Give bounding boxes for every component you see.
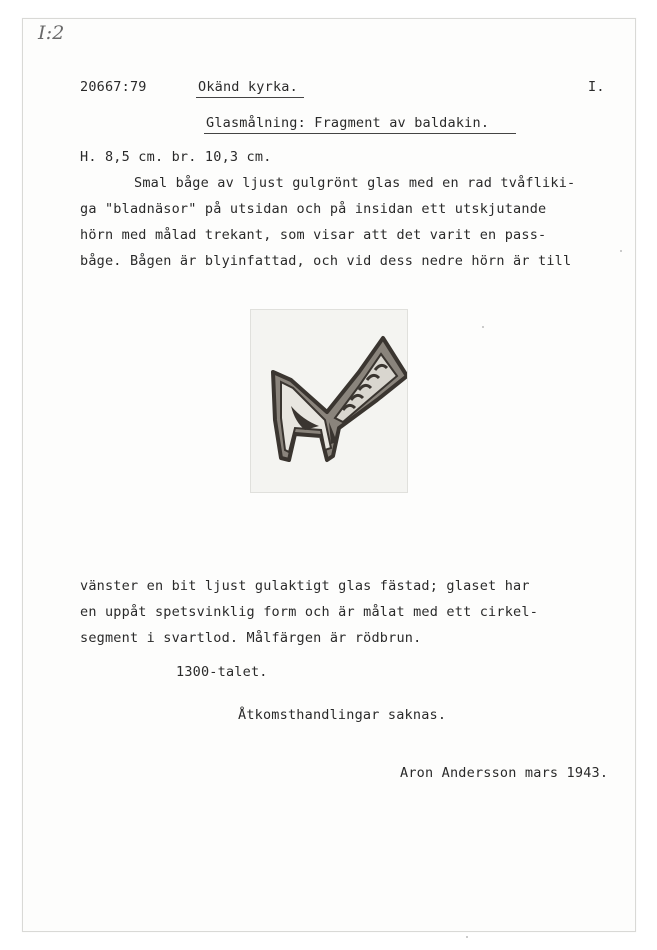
- paper-speck: [466, 936, 468, 938]
- object-title: Glasmålning: Fragment av baldakin.: [206, 115, 490, 131]
- church-underline: [196, 97, 304, 98]
- dimensions: H. 8,5 cm. br. 10,3 cm.: [80, 149, 272, 165]
- church-name: Okänd kyrka.: [198, 79, 298, 95]
- description-line-2: ga "bladnäsor" på utsidan och på insidan ett utskjutande: [80, 201, 547, 217]
- volume-number: I.: [588, 79, 605, 95]
- corner-handwritten-mark: I:2: [38, 22, 65, 44]
- description-line-4: båge. Bågen är blyinfattad, och vid dess nedre hörn är till: [80, 253, 572, 269]
- paper-speck: [482, 326, 484, 328]
- description-line-6: en uppåt spetsvinklig form och är målat med ett cirkel-: [80, 604, 539, 620]
- signature-line: Aron Andersson mars 1943.: [400, 765, 609, 781]
- acquisition-note: Åtkomsthandlingar saknas.: [238, 707, 447, 723]
- description-line-1: Smal båge av ljust gulgrönt glas med en rad tvåfliki-: [134, 175, 576, 191]
- description-line-7: segment i svartlod. Målfärgen är rödbrun.: [80, 630, 422, 646]
- dating: 1300-talet.: [176, 664, 268, 680]
- description-line-3: hörn med målad trekant, som visar att det varit en pass-: [80, 227, 547, 243]
- catalog-number: 20667:79: [80, 79, 147, 95]
- paper-speck: [620, 250, 622, 252]
- object-title-underline: [204, 133, 516, 134]
- description-line-5: vänster en bit ljust gulaktigt glas fästad; glaset har: [80, 578, 530, 594]
- glass-fragment-image: [251, 310, 407, 492]
- fragment-photo: [250, 309, 408, 493]
